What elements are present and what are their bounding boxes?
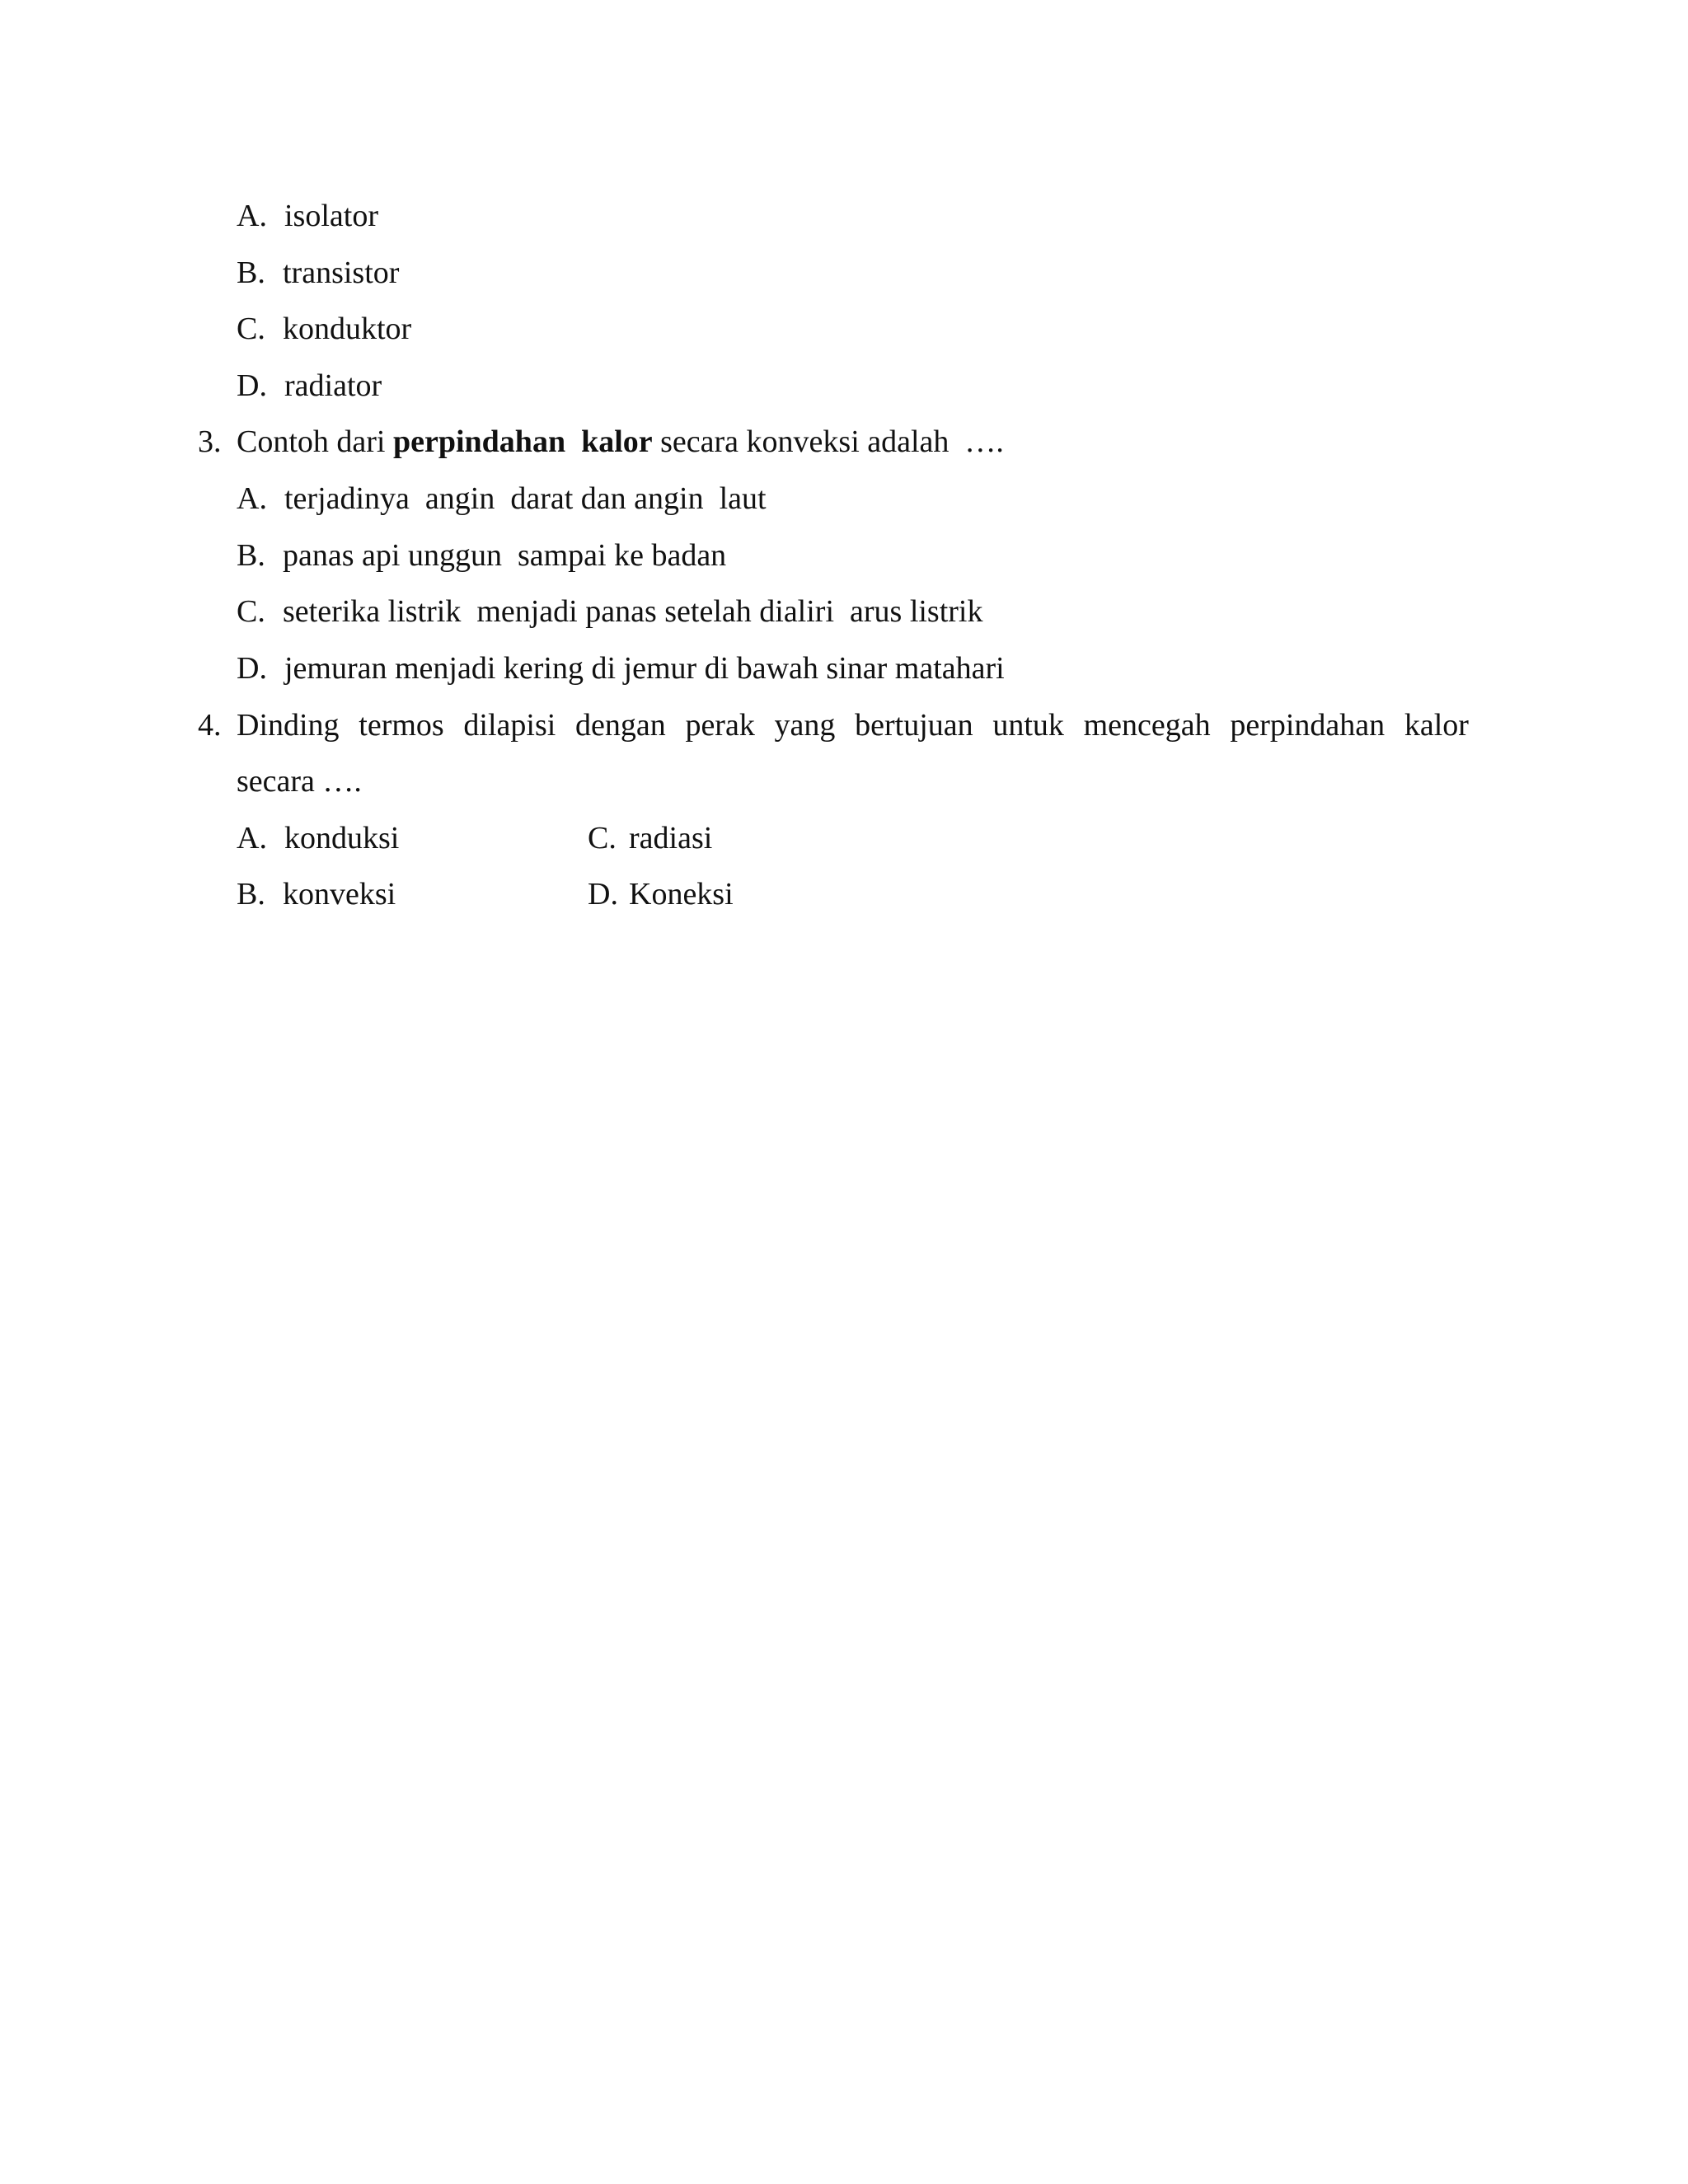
q3-option-b-text: panas api unggun sampai ke badan [283,538,727,573]
q2-option-b-text: transistor [283,255,400,290]
q4-number: 4. [198,708,222,743]
q4-word: mencegah [1083,708,1211,743]
q4-option-b-text: konveksi [283,877,396,912]
q4-option-c-text: radiasi [629,821,713,855]
q4-word: kalor [1404,708,1469,743]
q4-word: dilapisi [463,708,556,743]
q4-word: bertujuan [855,708,973,743]
q4-option-c-letter: C. [588,821,617,855]
q3-option-c-text: seterika listrik menjadi panas setelah dialiri arus listrik [283,594,983,629]
q3-text-after: secara konveksi adalah …. [652,424,1004,459]
q3-option-d-text: jemuran menjadi kering di jemur di bawah sinar matahari [284,651,1005,686]
q3-option-b-letter: B. [237,538,265,573]
q4-word: untuk [992,708,1064,743]
q3-option-a-text: terjadinya angin darat dan angin laut [284,481,767,516]
q3-question [237,426,1004,457]
q3-option-d-letter: D. [237,651,267,686]
q2-option-c-text: konduktor [283,312,412,346]
q3-text-before: Contoh dari [237,424,393,459]
q4-question-line-2: secara …. [237,764,362,799]
q4-option-b-letter: B. [237,877,265,912]
q4-word: perak [685,708,755,743]
q4-word: perpindahan [1230,708,1386,743]
q4-word: yang [774,708,836,743]
q3-number: 3. [198,424,222,459]
q4-option-d-text: Koneksi [629,877,734,912]
q4-option-d-letter: D. [588,877,618,912]
q4-word: Dinding [237,708,340,743]
q4-word: termos [359,708,444,743]
q4-option-a-text: konduksi [284,821,400,855]
q4-option-a-letter: A. [237,821,267,855]
q2-option-d-text: radiator [284,368,382,403]
q2-option-a-letter: A. [237,199,267,233]
q4-word: dengan [575,708,666,743]
q4-question-line-1 [237,710,1469,741]
q2-option-b-letter: B. [237,255,265,290]
q3-option-a-letter: A. [237,481,267,516]
q3-option-c-letter: C. [237,594,265,629]
q3-text-bold: perpindahan kalor [392,424,653,459]
q2-option-d-letter: D. [237,368,267,403]
q2-option-c-letter: C. [237,312,265,346]
q2-option-a-text: isolator [284,199,378,233]
